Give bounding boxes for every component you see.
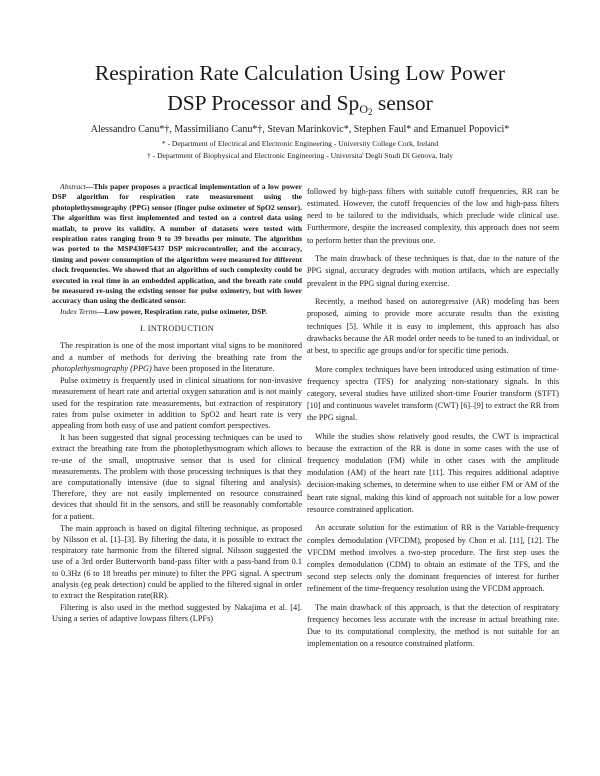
title-line-1: Respiration Rate Calculation Using Low Power bbox=[94, 61, 506, 85]
abstract-label: Abstract bbox=[60, 182, 86, 191]
abstract-text: —This paper proposes a practical implementation of a low power DSP algorithm for respiration rate measurement using the photoplethysmography (PPG) sensor (finger pulse oximeter of SpO2 sensor). The algorithm was first implemented and tested on a control data using matlab, to prove its validity. A number of datasets were tested with respiration rates ranging from 9 to 39 breaths per minute. The algorithm was ported to the MSP430F5437 DSP microcontroller, and the accuracy, timing and power consumption of the algorithm were measured for different clock frequencies. We showed that an algorithm of such complexity could be executed in real time in an embedded application, and the breath rate could be measured re-using the existing sensor for pulse oximetry, but with lower accuracy than using the dedicated sensor. bbox=[52, 182, 302, 306]
right-paragraph-1: followed by high-pass filters with suitable cutoff frequencies, RR can be estimated. However, the cutoff frequencies of the low and high-pass filters need to be tailored to the individuals, which preclude wide clinical use. Furthermore, despite the increased complexity, this approach does not seem to perform better than the previous one. bbox=[307, 187, 559, 245]
intro-p1-end: have been proposed in the literature. bbox=[151, 363, 275, 373]
intro-paragraph-2: Pulse oximetry is frequently used in clinical situations for non-invasive measurement of heart rate and arterial oxygen saturation and is not mainly used for the respiration rate measurements, but extraction of respiratory rates from pulse oximeter in addition to SpO2 and heart rate is very appealing from both easy of use and patient comfort perspectives. bbox=[52, 376, 302, 430]
title-subscript-o: O bbox=[359, 102, 368, 116]
title-line-2-text: DSP Processor and Sp bbox=[167, 91, 360, 115]
index-terms-label: Index Terms bbox=[60, 306, 98, 316]
title-subsubscript: 2 bbox=[367, 107, 373, 117]
index-terms-text: —Low power, Respiration rate, pulse oximeter, DSP. bbox=[97, 306, 268, 316]
right-paragraph-5: While the studies show relatively good results, the CWT is impractical because the extraction of the RR is done in some cases with the use of frequency modulation (FM) while in other cases with the amplitude modulation (AM) of the heart rate [11]. This requires additional adaptive decision-making schemes, to determine when to use either FM or AM of the heart rate signal, making this kind of approach not suitable for a low power resource constrained application. bbox=[307, 431, 559, 514]
intro-paragraph-3: It has been suggested that signal processing techniques can be used to extract the breathing rate from the photoplethysmogram which allows to re-use of the small, unoptrusive sensor that is used for clinical measurements. The problem with those processing techniques is that they are computationally intensive (due to signal filtering and analysis). Therefore, they are not easily implemented on resource constrained devices that should fit in the sensors, and still be reasonably comfortable for a patient. bbox=[52, 433, 302, 521]
affiliation-ucc: * - Department of Electrical and Electronic Engineering - University College Cork, Ireland bbox=[161, 139, 439, 148]
right-paragraph-2: The main drawback of these techniques is that, due to the nature of the PPG signal, accuracy degrades with motion artifacts, which are especially prevalent in the PPG signal during exercise. bbox=[307, 254, 559, 288]
right-paragraph-4: More complex techniques have been introduced using estimation of time-frequency spectra (TFS) for analyzing non-stationary signals. In this category, several studies have utilized short-time Fourier transform (STFT) [10] and continuous wavelet transform (CWT) [6]–[9] to extract the RR from the PPG signal. bbox=[307, 364, 559, 423]
title-subscript bbox=[359, 102, 372, 116]
intro-paragraph-5: Filtering is also used in the method suggested by Nakajima et al. [4]. Using a series of adaptive lowpass filters (LPFs) bbox=[52, 603, 302, 624]
index-terms bbox=[52, 307, 302, 317]
right-column bbox=[307, 186, 559, 657]
intro-paragraph-4: The main approach is based on digital filtering technique, as proposed by Nilsson et al. [1]–[3]. By filtering the data, it is possible to extract the respiratory rate harmonic from the filtered signal. Nilsson suggested the use of a 3rd order Butterworth band-pass filter with a pass-band from 0.1 to 0.3Hz (6 to 18 breaths per minute) to filter the PPG signal. A spectrum analysis (eg peak detection) could be applied to the filtered signal in order to extract the Respiration rate(RR). bbox=[52, 523, 302, 600]
intro-p1-term: photoplethysmography (PPG) bbox=[52, 363, 152, 373]
paper-title bbox=[40, 58, 560, 127]
intro-p1-start: The respiration is one of the most important vital signs to be monitored and a number of methods for deriving the breathing rate from the bbox=[52, 341, 302, 362]
intro-paragraph-1 bbox=[52, 340, 302, 374]
left-column bbox=[52, 182, 302, 626]
affiliation-genova: † - Department of Biophysical and Electronic Engineering - Universita' Degli Studi Di Genova, Italy bbox=[146, 151, 454, 160]
abstract bbox=[52, 182, 302, 307]
title-line-2 bbox=[40, 88, 560, 127]
right-paragraph-7: The main drawback of this approach, is that the detection of respiratory frequency becomes less accurate with the increase in actual breathing rate. Due to its computational complexity, the method is not suitable for an implementation on a resource constrained platform. bbox=[307, 602, 559, 649]
section-heading: I. INTRODUCTION bbox=[139, 324, 215, 334]
author-list: Alessandro Canu*†, Massimiliano Canu*†, Stevan Marinkovic*, Stephen Faul* and Emanuel Popovici* bbox=[90, 124, 510, 135]
right-paragraph-6: An accurate solution for the estimation of RR is the Variable-frequency complex demodulation (VFCDM), proposed by Chon et al. [11], [12]. The VFCDM method involves a two-step procedure. The first step uses the complex demodulation (CDM) to obtain an estimate of the TFS, and the second step selects only the dominant frequencies of interest for further refinement of the time-frequency resolution using the VFCDM approach. bbox=[307, 523, 559, 594]
right-paragraph-3: Recently, a method based on autoregressive (AR) modeling has been proposed, aiming to provide more accurate results than the existing techniques [5]. While it is easy to implement, this approach has also drawbacks because the AR model order needs to be tuned to an individual, or at best, to specific age groups and/or for specific time periods. bbox=[307, 297, 559, 355]
title-line-2-tail: sensor bbox=[372, 91, 433, 115]
